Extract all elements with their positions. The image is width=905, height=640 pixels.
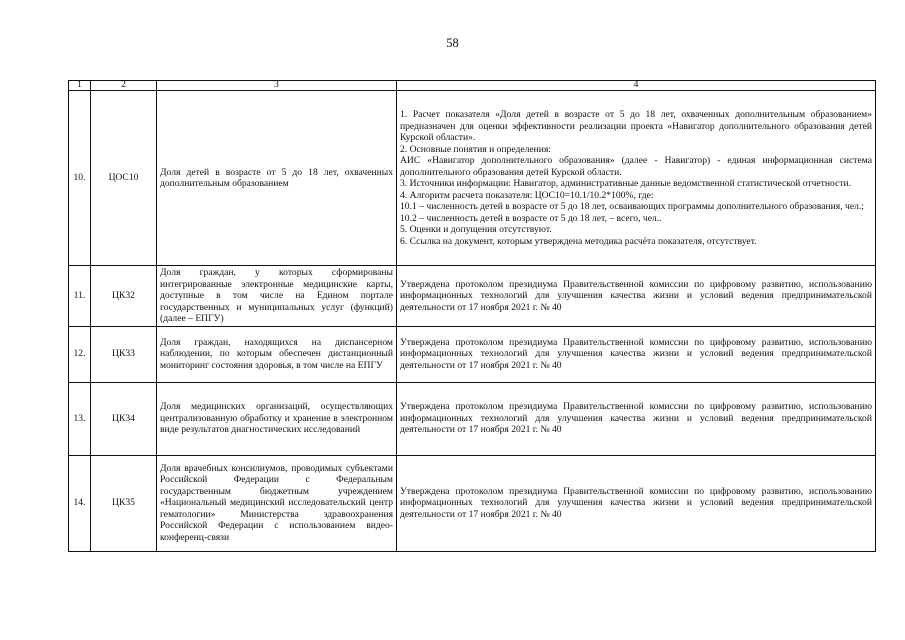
column-header: 2 xyxy=(91,81,157,91)
row-number: 14. xyxy=(69,455,91,551)
indicator-methodology: Утверждена протоколом президиума Правительственной комиссии по цифровому развитию, использованию информационных технологий для улучшения качества жизни и условий ведения предпринимательской деятельности от 17 ноября 2021 г. № 40 xyxy=(397,382,876,455)
page-number: 58 xyxy=(446,36,459,50)
indicator-name: Доля врачебных консилиумов, проводимых субъектами Российской Федерации с Федеральным государственным бюджетным учреждением «Национальный медицинский исследовательский центр гематологии» Министерства здравоохранения Российской Федерации с использованием видео-конференц-связи xyxy=(157,455,397,551)
indicator-methodology xyxy=(397,91,876,266)
row-number: 12. xyxy=(69,326,91,382)
methodology-line: АИС «Навигатор дополнительного образования» (далее - Навигатор) - единая информационная система дополнительного образования детей Курской области. xyxy=(400,155,872,178)
table-row xyxy=(69,91,876,266)
methodology-line: 3. Источники информации: Навигатор, административные данные ведомственной статистической отчетности. xyxy=(400,178,852,189)
indicator-methodology: Утверждена протоколом президиума Правительственной комиссии по цифровому развитию, использованию информационных технологий для улучшения качества жизни и условий ведения предпринимательской деятельности от 17 ноября 2021 г. № 40 xyxy=(397,266,876,327)
indicator-code: ЦК35 xyxy=(91,455,157,551)
indicator-name: Доля детей в возрасте от 5 до 18 лет, охваченных дополнительным образованием xyxy=(157,91,397,266)
indicator-code: ЦК34 xyxy=(91,382,157,455)
indicator-code: ЦК33 xyxy=(91,326,157,382)
indicator-name: Доля граждан, у которых сформированы интегрированные электронные медицинские карты, доступные в том числе на Едином портале государственных и муниципальных услуг (функций) (далее – ЕПГУ) xyxy=(157,266,397,327)
indicator-code: ЦОС10 xyxy=(91,91,157,266)
indicator-methodology: Утверждена протоколом президиума Правительственной комиссии по цифровому развитию, использованию информационных технологий для улучшения качества жизни и условий ведения предпринимательской деятельности от 17 ноября 2021 г. № 40 xyxy=(397,326,876,382)
row-number: 10. xyxy=(69,91,91,266)
column-header: 3 xyxy=(157,81,397,91)
table-row xyxy=(69,455,876,551)
indicator-code: ЦК32 xyxy=(91,266,157,327)
table-row xyxy=(69,326,876,382)
indicator-name: Доля граждан, находящихся на диспансерном наблюдении, по которым обеспечен дистанционный мониторинг состояния здоровья, в том числе на ЕПГУ xyxy=(157,326,397,382)
indicators-table xyxy=(68,80,876,552)
table-header-row xyxy=(69,81,876,91)
indicator-methodology: Утверждена протоколом президиума Правительственной комиссии по цифровому развитию, использованию информационных технологий для улучшения качества жизни и условий ведения предпринимательской деятельности от 17 ноября 2021 г. № 40 xyxy=(397,455,876,551)
methodology-line: 10.1 – численность детей в возрасте от 5 до 18 лет, осваивающих программы дополнительного образования, чел.; xyxy=(400,201,864,212)
methodology-line: 4. Алгоритм расчета показателя: ЦОС10=10.1/10.2*100%, где: xyxy=(400,189,654,201)
table-row xyxy=(69,382,876,455)
methodology-line: 5. Оценки и допущения отсутствуют. xyxy=(400,224,552,235)
methodology-line: 1. Расчет показателя «Доля детей в возрасте от 5 до 18 лет, охваченных дополнительным образованием» предназначен для оценки эффективности реализации проекта «Навигатор дополнительного образования детей Курской области». xyxy=(400,109,872,143)
column-header: 4 xyxy=(397,81,876,91)
row-number: 13. xyxy=(69,382,91,455)
methodology-line: 6. Ссылка на документ, которым утверждена методика расчёта показателя, отсутствует. xyxy=(400,235,757,247)
methodology-line: 2. Основные понятия и определения: xyxy=(400,143,552,155)
indicator-name: Доля медицинских организаций, осуществляющих централизованную обработку и хранение в электронном виде результатов диагностических исследований xyxy=(157,382,397,455)
methodology-line: 10.2 – численность детей в возрасте от 5 до 18 лет, – всего, чел.. xyxy=(400,212,662,224)
column-header: 1 xyxy=(69,81,91,91)
row-number: 11. xyxy=(69,266,91,327)
table-row xyxy=(69,266,876,327)
